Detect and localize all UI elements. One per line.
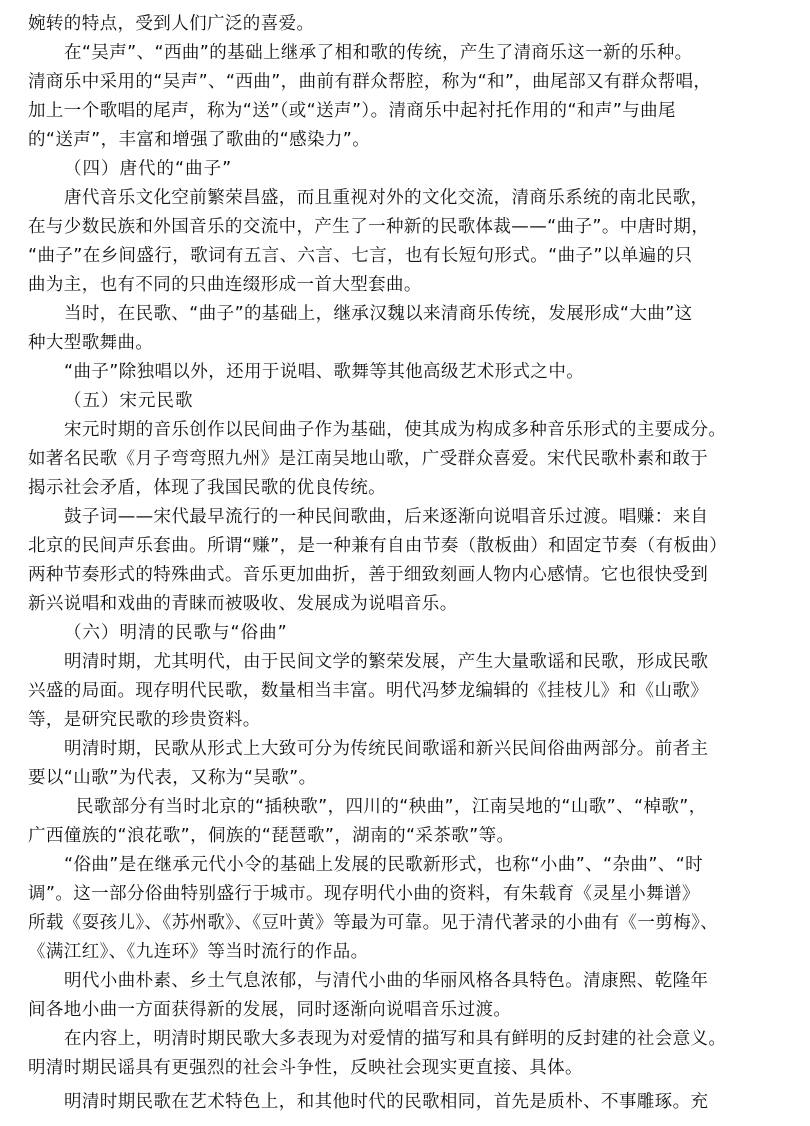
text-line: 新兴说唱和戏曲的青睐而被吸收、发展成为说唱音乐。 [28,594,458,614]
section-heading-ming-qing: （六）明清的民歌与“俗曲” [64,623,288,643]
text-line: 的“送声”，丰富和增强了歌曲的“感染力”。 [28,130,371,150]
paragraph-start: 在内容上，明清时期民歌大多表现为对爱情的描写和具有鲜明的反封建的社会意义。 [64,1029,727,1049]
text-line: 要以“山歌”为代表，又称为“吴歌”。 [28,768,317,788]
text-line: “曲子”在乡间盛行，歌词有五言、六言、七言，也有长短句形式。“曲子”以单遍的只 [28,246,693,266]
text-line: 间各地小曲一方面获得新的发展，同时逐渐向说唱音乐过渡。 [28,1000,512,1020]
text-line: 如著名民歌《月子弯弯照九州》是江南吴地山歌，广受群众喜爱。宋代民歌朴素和敢于 [28,449,709,469]
text-line: 《满江红》、《九连环》等当时流行的作品。 [28,942,369,962]
text-line: 明清时期民谣具有更强烈的社会斗争性，反映社会现实更直接、具体。 [28,1058,583,1078]
paragraph-start: “俗曲”是在继承元代小令的基础上发展的民歌新形式，也称“小曲”、“杂曲”、“时 [64,855,704,875]
paragraph-start: 宋元时期的音乐创作以民间曲子作为基础，使其成为构成多种音乐形式的主要成分。 [64,420,727,440]
text-line: 广西僮族的“浪花歌”，侗族的“琵琶歌”，湖南的“采茶歌”等。 [28,826,515,846]
paragraph-start: 在“吴声”、“西曲”的基础上继承了相和歌的传统，产生了清商乐这一新的乐种。 [64,43,693,63]
text-line: 婉转的特点，受到人们广泛的喜爱。 [28,14,315,34]
paragraph-start: 鼓子词——宋代最早流行的一种民间歌曲，后来逐渐向说唱音乐过渡。唱赚：来自 [64,507,709,527]
paragraph-start: 明清时期，民歌从形式上大致可分为传统民间歌谣和新兴民间俗曲两部分。前者主 [64,739,709,759]
text-line: 在与少数民族和外国音乐的交流中，产生了一种新的民歌体裁——“曲子”。中唐时期， [28,217,710,237]
text-line: 种大型歌舞曲。 [28,333,154,353]
paragraph-start: 明清时期民歌在艺术特色上，和其他时代的民歌相同，首先是质朴、不事雕琢。充 [64,1092,709,1112]
text-line: 清商乐中采用的“吴声”、“西曲”，曲前有群众帮腔，称为“和”，曲尾部又有群众帮唱， [28,72,712,92]
text-line: 兴盛的局面。现存明代民歌，数量相当丰富。明代冯梦龙编辑的《挂枝儿》和《山歌》 [28,681,709,701]
text-line: 揭示社会矛盾，体现了我国民歌的优良传统。 [28,478,386,498]
text-line: 曲为主，也有不同的只曲连缀形成一首大型套曲。 [28,275,422,295]
text-line: 两种节奏形式的特殊曲式。音乐更加曲折，善于细致刻画人物内心感情。它也很快受到 [28,565,709,585]
paragraph-start: 唐代音乐文化空前繁荣昌盛，而且重视对外的文化交流，清商乐系统的南北民歌， [64,188,709,208]
paragraph-start: “曲子”除独唱以外，还用于说唱、歌舞等其他高级艺术形式之中。 [64,362,585,382]
paragraph-start: 当时，在民歌、“曲子”的基础上，继承汉魏以来清商乐传统，发展形成“大曲”这 [64,304,693,324]
text-line: 所载《耍孩儿》、《苏州歌》、《豆叶黄》等最为可靠。见于清代著录的小曲有《一剪梅》、 [28,913,719,933]
paragraph-start: 民歌部分有当时北京的“插秧歌”，四川的“秧曲”，江南吴地的“山歌”、“棹歌”， [76,797,707,817]
text-line: 等，是研究民歌的珍贵资料。 [28,710,261,730]
paragraph-start: 明清时期，尤其明代，由于民间文学的繁荣发展，产生大量歌谣和民歌，形成民歌 [64,652,709,672]
text-line: 加上一个歌唱的尾声，称为“送”（或“送声”）。清商乐中起衬托作用的“和声”与曲尾 [28,101,676,121]
paragraph-start: 明代小曲朴素、乡土气息浓郁，与清代小曲的华丽风格各具特色。清康熙、乾隆年 [64,971,709,991]
section-heading-song-yuan: （五）宋元民歌 [64,391,194,411]
section-heading-tang: （四）唐代的“曲子” [64,159,233,179]
text-line: 调”。这一部分俗曲特别盛行于城市。现存明代小曲的资料，有朱载育《灵星小舞谱》 [28,884,700,904]
text-line: 北京的民间声乐套曲。所谓“赚”，是一种兼有自由节奏（散板曲）和固定节奏（有板曲） [28,536,728,556]
